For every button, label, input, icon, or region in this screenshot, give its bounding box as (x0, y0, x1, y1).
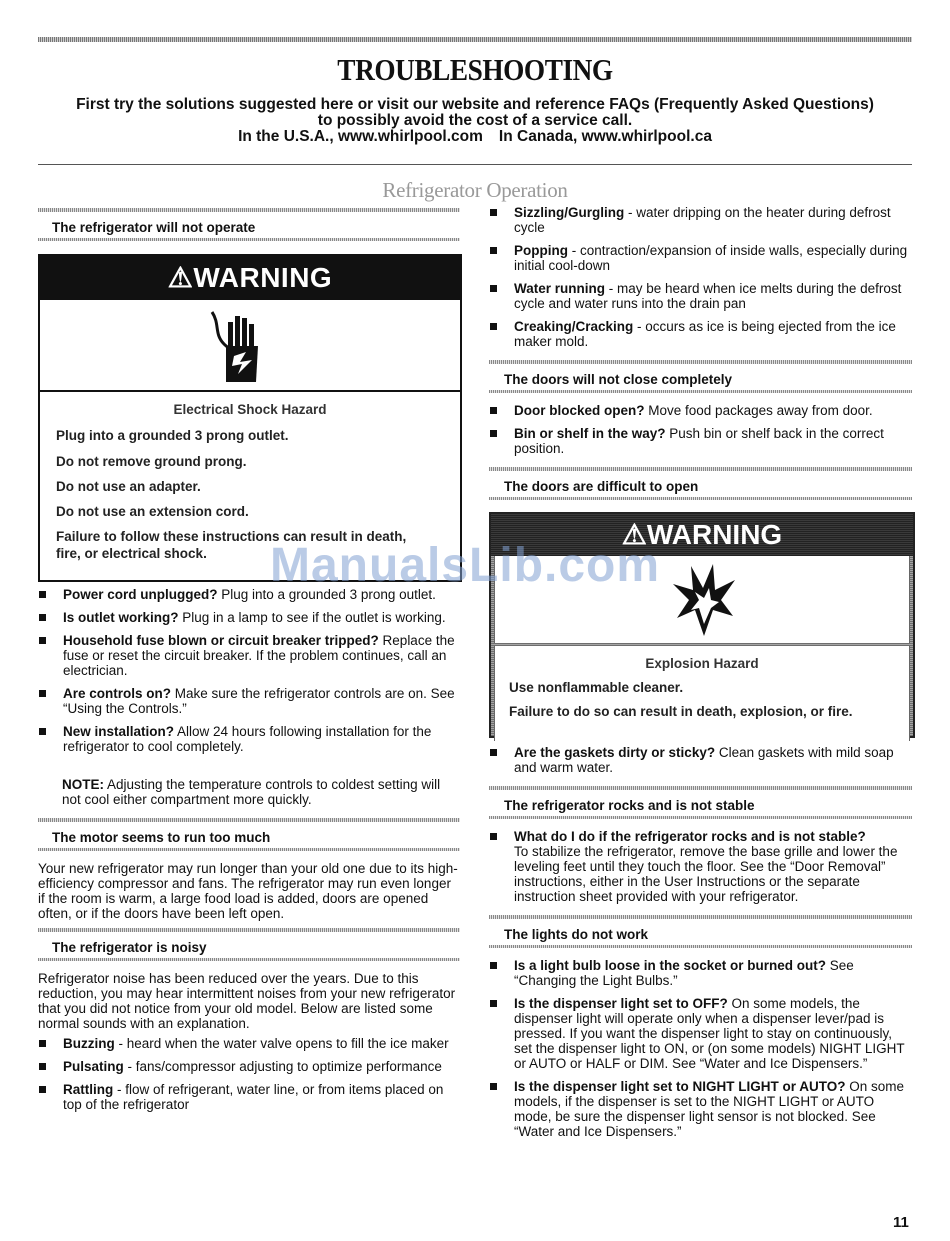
list-item: Household fuse blown or circuit breaker tripped? Replace the fuse or reset the circuit breaker. If the problem continues, call an electrician. (38, 633, 462, 678)
motor-text: Your new refrigerator may run longer than your old one due to its high-efficiency compressor and fans. The refrigerator may run even longer if the room is warm, a large food load is added, doors are opened often, or if the doors have been left open. (38, 861, 458, 921)
list-item: Buzzing - heard when the water valve opens to fill the ice maker (38, 1036, 462, 1051)
rocks-list (489, 829, 913, 912)
divider (38, 848, 460, 851)
explosion-warning-text (494, 646, 910, 741)
divider (489, 467, 912, 471)
note: NOTE: Adjusting the temperature controls to coldest setting will not cool either compartment more quickly. (62, 777, 441, 807)
heading-motor: The motor seems to run too much (52, 830, 271, 845)
list-item: Popping - contraction/expansion of inside walls, especially during initial cool-down (489, 243, 913, 273)
list-item: Is the dispenser light set to OFF? On some models, the dispenser light will operate only when a dispenser lever/pad is pressed. If you want the dispenser light to stay on continuously, set the dispenser light to ON, or (on some models) NIGHT LIGHT or AUTO or HALF or DIM. See “Water and Ice Dispensers.” (489, 996, 913, 1071)
explosion-icon (671, 562, 737, 638)
divider (38, 928, 460, 932)
page-title: TROUBLESHOOTING (337, 52, 613, 87)
divider (38, 208, 460, 212)
heading-doors-open: The doors are difficult to open (504, 479, 699, 494)
list-item: Creaking/Cracking - occurs as ice is being ejected from the ice maker mold. (489, 319, 913, 349)
list-item: Sizzling/Gurgling - water dripping on the heater during defrost cycle (489, 205, 913, 235)
list-item: Door blocked open? Move food packages away from door. (489, 403, 913, 418)
section-title: Refrigerator Operation (382, 178, 568, 202)
divider (38, 238, 460, 241)
intro-text (60, 97, 890, 145)
intro-line-1: First try the solutions suggested here or visit our website and reference FAQs (Frequently Asked Questions) (76, 96, 874, 113)
list-item: Is outlet working? Plug in a lamp to see if the outlet is working. (38, 610, 462, 625)
list-item: Bin or shelf in the way? Push bin or shelf back in the correct position. (489, 426, 913, 456)
electrical-hazard-area (40, 300, 460, 392)
list-item: Is a light bulb loose in the socket or burned out? See “Changing the Light Bulbs.” (489, 958, 913, 988)
list-item: Pulsating - fans/compressor adjusting to optimize performance (38, 1059, 462, 1074)
warning-line: Do not remove ground prong. (56, 454, 247, 469)
divider (489, 786, 912, 790)
not-operate-list (38, 587, 462, 762)
list-item: New installation? Allow 24 hours following installation for the refrigerator to cool completely. (38, 724, 462, 754)
header-divider (38, 164, 912, 165)
hazard-title: Explosion Hazard (645, 656, 759, 671)
heading-doors-close: The doors will not close completely (504, 372, 733, 387)
warning-line: Plug into a grounded 3 prong outlet. (56, 428, 289, 443)
warning-line: Do not use an extension cord. (56, 504, 249, 519)
warning-line: Do not use an adapter. (56, 479, 201, 494)
intro-line-2: to possibly avoid the cost of a service call. (317, 112, 633, 129)
intro-usa-link[interactable]: In the U.S.A., www.whirlpool.com (238, 128, 483, 145)
list-item: Rattling - flow of refrigerant, water line, or from items placed on top of the refrigerator (38, 1082, 462, 1112)
warning-banner: ⚠WARNING (491, 514, 913, 556)
divider (489, 497, 912, 500)
noisy-text: Refrigerator noise has been reduced over the years. Due to this reduction, you may hear intermittent noises from your new refrigerator that you did not notice from your old model. Below are listed some normal sounds with an explanation. (38, 971, 456, 1031)
sounds-list (489, 205, 913, 357)
doors-open-list (489, 745, 913, 783)
heading-rocks: The refrigerator rocks and is not stable (504, 798, 755, 813)
heading-lights: The lights do not work (504, 927, 648, 942)
lights-list (489, 958, 913, 1147)
divider (489, 816, 912, 819)
noisy-list (38, 1036, 462, 1120)
page-number: 11 (893, 1214, 909, 1231)
divider (489, 945, 912, 948)
warning-line: Failure to follow these instructions can result in death, (56, 529, 407, 544)
electrical-shock-icon (204, 306, 264, 386)
list-item: What do I do if the refrigerator rocks and is not stable? To stabilize the refrigerator, remove the base grille and lower the leveling feet until they touch the floor. See the “Door Removal” instructions, either in the User Instructions or the separate instruction sheet provided with your refrigerator. (489, 829, 913, 904)
heading-not-operate: The refrigerator will not operate (52, 220, 256, 235)
divider (38, 958, 460, 961)
divider (489, 915, 912, 919)
warning-banner: ⚠WARNING (40, 256, 460, 300)
heading-noisy: The refrigerator is noisy (52, 940, 207, 955)
divider (489, 360, 912, 364)
warning-line: Use nonflammable cleaner. (509, 680, 684, 695)
watermark: ManualsLib.com (270, 539, 661, 592)
intro-canada-link[interactable]: In Canada, www.whirlpool.ca (498, 128, 712, 145)
hazard-title: Electrical Shock Hazard (173, 402, 327, 417)
divider (489, 390, 912, 393)
warning-line: Failure to do so can result in death, explosion, or fire. (509, 704, 853, 719)
list-item: Are the gaskets dirty or sticky? Clean gaskets with mild soap and warm water. (489, 745, 913, 775)
divider (38, 818, 460, 822)
top-rule (38, 37, 912, 42)
list-item: Power cord unplugged? Plug into a grounded 3 prong outlet. (38, 587, 462, 602)
doors-close-list (489, 403, 913, 464)
warning-line: fire, or electrical shock. (56, 546, 207, 561)
list-item: Are controls on? Make sure the refrigerator controls are on. See “Using the Controls.” (38, 686, 462, 716)
electrical-warning-box (38, 254, 462, 582)
list-item: Is the dispenser light set to NIGHT LIGHT or AUTO? On some models, if the dispenser is set to the NIGHT LIGHT or AUTO mode, be sure the dispenser light sensor is not blocked. See “Water and Ice Dispensers.” (489, 1079, 913, 1139)
list-item: Water running - may be heard when ice melts during the defrost cycle and water runs into the drain pan (489, 281, 913, 311)
